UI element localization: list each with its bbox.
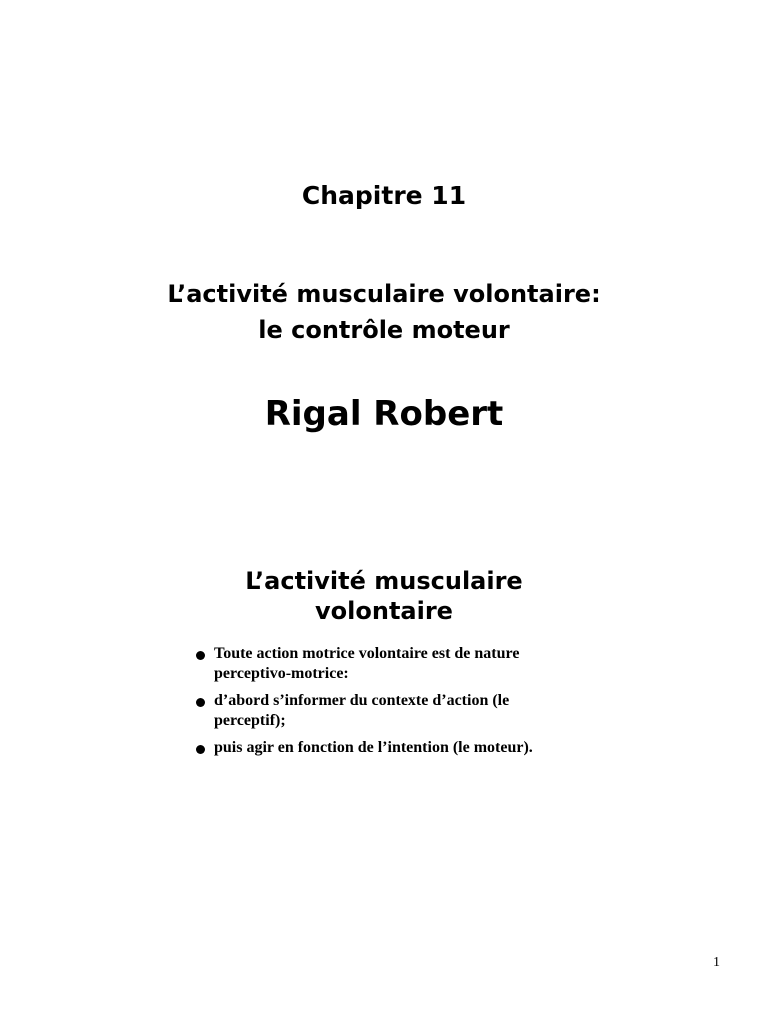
page-number: 1 [713, 955, 720, 970]
bullet-dot-icon [196, 698, 205, 707]
author-name: Rigal Robert [264, 394, 504, 434]
bullet-text-line: d’abord s’informer du contexte d’action (le [214, 692, 510, 709]
slide-title-line: L’activité musculaire [245, 567, 523, 595]
bullet-text-line: puis agir en fonction de l’intention (le moteur). [214, 739, 533, 756]
bullet-item [196, 738, 596, 758]
chapter-title-line: le contrôle moteur [258, 316, 510, 344]
chapter-title [0, 276, 768, 348]
bullet-item [196, 691, 596, 731]
bullet-list [196, 644, 596, 765]
bullet-text-line: Toute action motrice volontaire est de nature [214, 645, 520, 662]
bullet-text-line: perceptif); [214, 712, 286, 729]
slide-title [0, 566, 768, 626]
slide-title-line: volontaire [315, 597, 453, 625]
bullet-dot-icon [196, 745, 205, 754]
chapter-title-line: L’activité musculaire volontaire: [167, 280, 601, 308]
bullet-item [196, 644, 596, 684]
bullet-text-line: perceptivo-motrice: [214, 665, 349, 682]
chapter-heading: Chapitre 11 [301, 181, 467, 210]
bullet-dot-icon [196, 651, 205, 660]
